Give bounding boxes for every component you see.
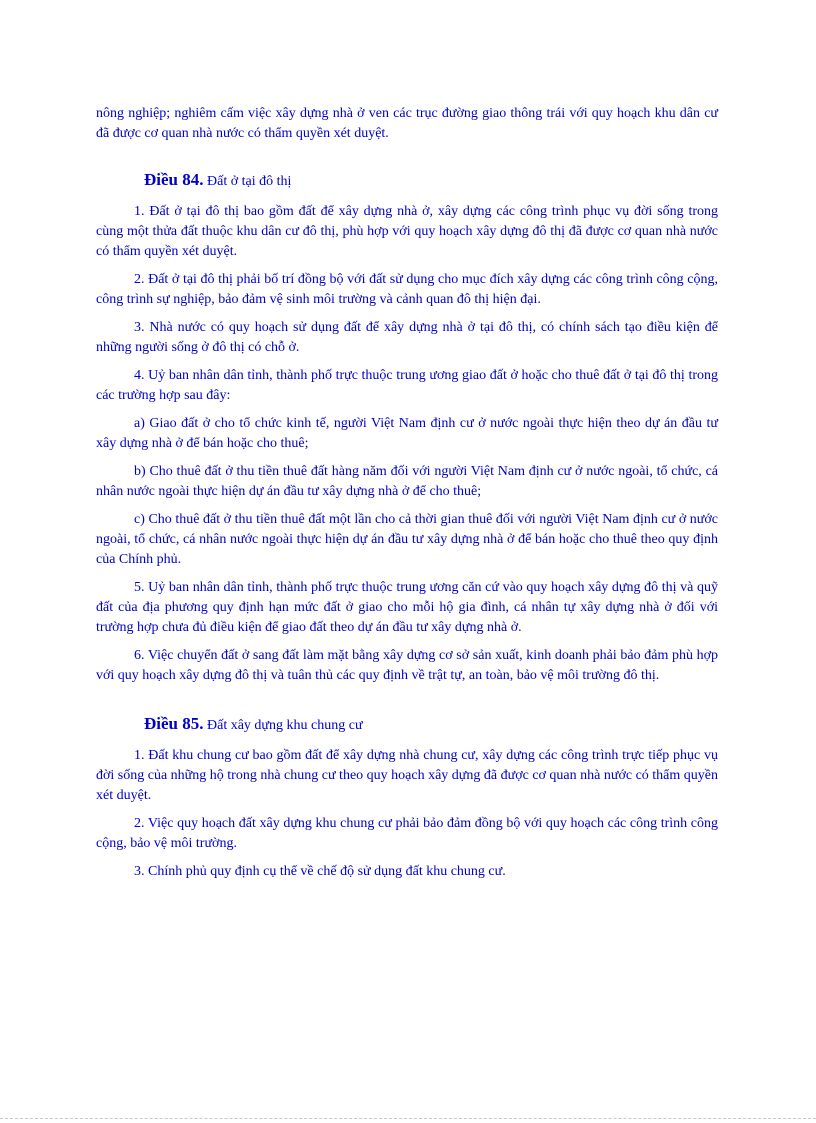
article-85-heading [96, 714, 718, 736]
article-85-number: Điều 85. [144, 714, 204, 733]
article-85-paragraph: 1. Đất khu chung cư bao gồm đất để xây dựng nhà chung cư, xây dựng các công trình trực tiếp phục vụ đời sống của những hộ trong nhà chung cư theo quy hoạch xây dựng đã được cơ quan nhà nước có thẩm quyền xét duyệt. [96, 748, 718, 803]
article-85-paragraph: 3. Chính phủ quy định cụ thể về chế độ sử dụng đất khu chung cư. [134, 864, 506, 879]
article-84-paragraph: b) Cho thuê đất ở thu tiền thuê đất hàng năm đối với người Việt Nam định cư ở nước ngoài, tổ chức, cá nhân nước ngoài thực hiện dự án đầu tư xây dựng nhà ở để cho thuê; [96, 464, 718, 499]
article-84-heading [96, 170, 718, 192]
article-84-paragraph: 4. Uỷ ban nhân dân tỉnh, thành phố trực thuộc trung ương giao đất ở hoặc cho thuê đất ở tại đô thị trong các trường hợp sau đây: [96, 368, 718, 403]
article-84-title: Đất ở tại đô thị [203, 174, 292, 189]
lead-paragraph: nông nghiệp; nghiêm cấm việc xây dựng nhà ở ven các trục đường giao thông trái với quy hoạch khu dân cư đã được cơ quan nhà nước có thẩm quyền xét duyệt. [96, 106, 718, 141]
article-85-paragraph: 2. Việc quy hoạch đất xây dựng khu chung cư phải bảo đảm đồng bộ với quy hoạch các công trình công cộng, bảo vệ môi trường. [96, 816, 718, 851]
document-page [96, 104, 718, 890]
article-84-paragraph: 6. Việc chuyển đất ở sang đất làm mặt bằng xây dựng cơ sở sản xuất, kinh doanh phải bảo đảm phù hợp với quy hoạch xây dựng đô thị và tuân thủ các quy định về trật tự, an toàn, bảo vệ môi trường đô thị. [96, 648, 718, 683]
article-84-paragraph: 2. Đất ở tại đô thị phải bố trí đồng bộ với đất sử dụng cho mục đích xây dựng các công trình công cộng, công trình sự nghiệp, bảo đảm vệ sinh môi trường và cảnh quan đô thị hiện đại. [96, 272, 718, 307]
article-84-paragraph: 5. Uỷ ban nhân dân tỉnh, thành phố trực thuộc trung ương căn cứ vào quy hoạch xây dựng đô thị và quỹ đất của địa phương quy định hạn mức đất ở giao cho mỗi hộ gia đình, cá nhân tự xây dựng nhà ở đối với trường hợp chưa đủ điều kiện để giao đất theo dự án đầu tư xây dựng nhà ở. [96, 580, 718, 635]
page-bottom-divider [0, 1118, 816, 1119]
article-85-title: Đất xây dựng khu chung cư [203, 718, 363, 733]
article-84-paragraph: 3. Nhà nước có quy hoạch sử dụng đất để xây dựng nhà ở tại đô thị, có chính sách tạo điều kiện để những người sống ở đô thị có chỗ ở. [96, 320, 718, 355]
section-spacer [96, 694, 718, 714]
article-84-paragraph: a) Giao đất ở cho tổ chức kinh tế, người Việt Nam định cư ở nước ngoài thực hiện theo dự án đầu tư xây dựng nhà ở để bán hoặc cho thuê; [96, 416, 718, 451]
article-84-paragraph: 1. Đất ở tại đô thị bao gồm đất để xây dựng nhà ở, xây dựng các công trình phục vụ đời sống trong cùng một thửa đất thuộc khu dân cư đô thị, phù hợp với quy hoạch xây dựng đô thị đã được cơ quan nhà nước có thẩm quyền xét duyệt. [96, 204, 718, 259]
article-84-number: Điều 84. [144, 170, 204, 189]
article-84-paragraph: c) Cho thuê đất ở thu tiền thuê đất một lần cho cả thời gian thuê đối với người Việt Nam định cư ở nước ngoài, tổ chức, cá nhân nước ngoài thực hiện dự án đầu tư xây dựng nhà ở để bán hoặc cho thuê theo quy định của Chính phủ. [96, 512, 718, 567]
